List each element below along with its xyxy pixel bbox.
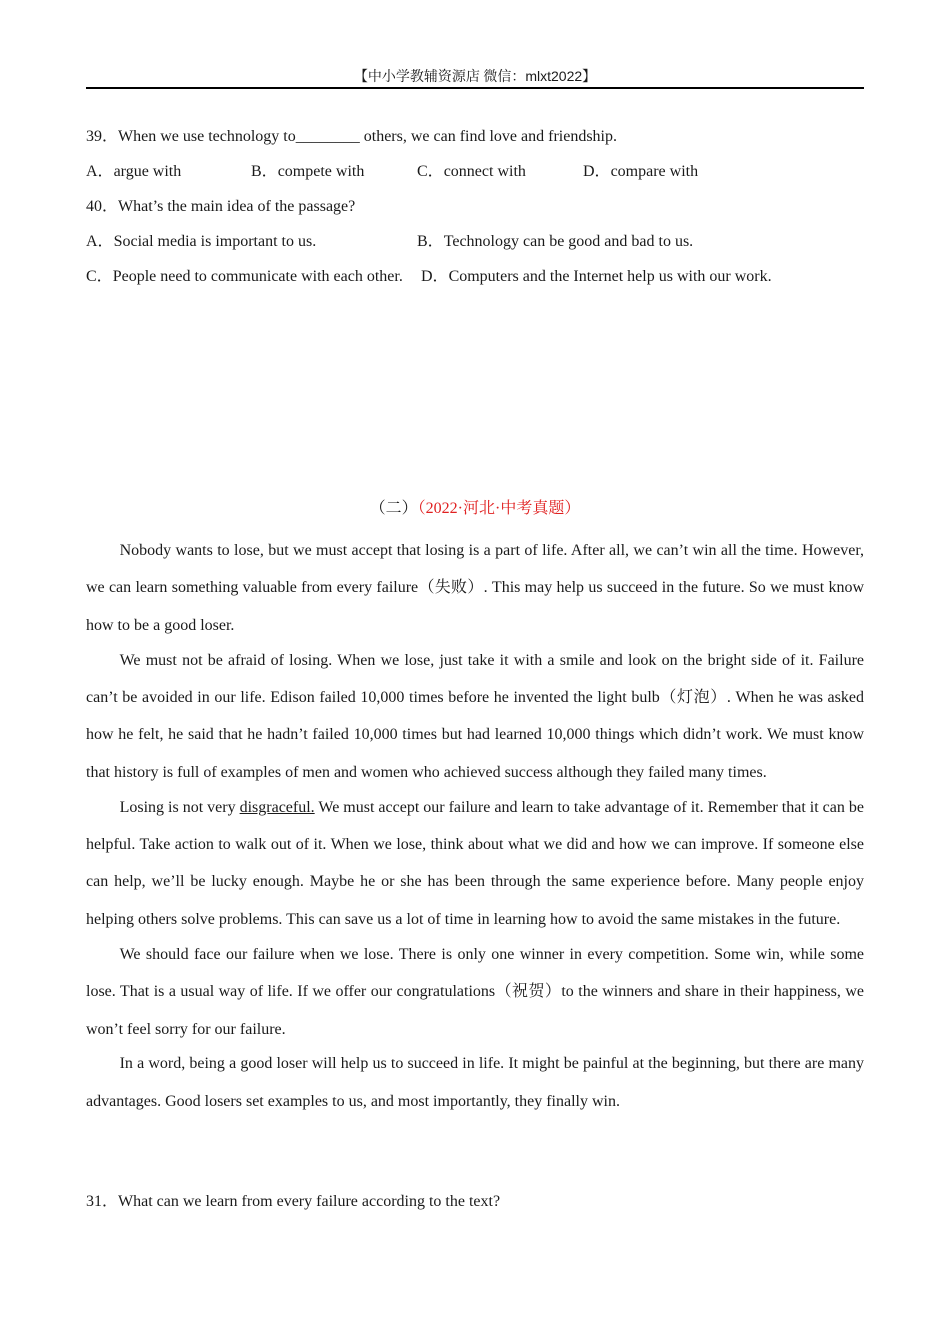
q39-option-d[interactable]: D．compare with	[583, 163, 699, 180]
header-wechat-id: mlxt2022	[525, 68, 583, 84]
q40-option-b[interactable]: B．Technology can be good and bad to us.	[417, 233, 694, 250]
header-close-bracket: 】	[582, 70, 597, 85]
reading-passage	[86, 532, 864, 1118]
question-40	[86, 196, 355, 218]
question-number: 39．	[86, 128, 119, 145]
passage-paragraph-2: We must not be afraid of losing. When we lose, just take it with a smile and look on the bright side of it. Failure can’t be avoided in our life. Edison failed 10,000 times before he invented the light bulb（灯泡）. When he was asked how he felt, he said that he hadn’t failed 10,000 times but had learned 10,000 things which didn’t work. We must know that history is full of examples of men and women who achieved success although they failed many times.	[86, 651, 864, 781]
section-label: （二）	[369, 500, 418, 517]
q39-option-b[interactable]: B．compete with	[251, 163, 365, 180]
question-stem: When we use technology to________ others, we can find love and friendship.	[118, 128, 617, 145]
q40-option-c[interactable]: C．People need to communicate with each other.	[86, 268, 403, 285]
passage-paragraph-4: We should face our failure when we lose. There is only one winner in every competition. Some win, while some lose. That is a usual way of life. If we offer our congratulations（祝贺）to the winners and share in their happiness, we won’t feel sorry for our failure.	[86, 945, 864, 1038]
question-39	[86, 126, 617, 148]
q40-option-a[interactable]: A．Social media is important to us.	[86, 233, 317, 250]
q39-option-c[interactable]: C．connect with	[417, 163, 526, 180]
question-stem: What’s the main idea of the passage?	[118, 198, 356, 215]
q39-option-a[interactable]: A．argue with	[86, 163, 182, 180]
question-stem: What can we learn from every failure according to the text?	[118, 1193, 501, 1210]
passage-paragraph-3: Losing is not very disgraceful. We must accept our failure and learn to take advantage of it. Remember that it can be helpful. Take action to walk out of it. When we lose, think about what we did and how we can improve. If someone else can help, we’ll be lucky enough. Maybe he or she has been through the same experience before. Many people enjoy helping others solve problems. This can save us a lot of time in learning how to avoid the same mistakes in the future.	[86, 798, 864, 928]
question-31	[86, 1191, 500, 1213]
q40-option-d[interactable]: D．Computers and the Internet help us with our work.	[421, 268, 772, 285]
underlined-word: disgraceful.	[239, 798, 315, 816]
section-heading	[86, 498, 864, 520]
header-shop-name: 【中小学教辅资源店 微信：	[353, 70, 526, 85]
page-header	[86, 66, 864, 88]
section-source: （2022·河北·中考真题）	[417, 500, 581, 517]
question-number: 40．	[86, 198, 119, 215]
question-number: 31．	[86, 1193, 119, 1210]
header-rule	[86, 87, 864, 89]
passage-paragraph-5: In a word, being a good loser will help us to succeed in life. It might be painful at the beginning, but there are many advantages. Good losers set examples to us, and most importantly, they finally win.	[86, 1055, 864, 1110]
passage-paragraph-1: Nobody wants to lose, but we must accept that losing is a part of life. After all, we can’t win all the time. However, we can learn something valuable from every failure（失败）. This may help us succeed in the future. So we must know how to be a good loser.	[86, 542, 864, 634]
